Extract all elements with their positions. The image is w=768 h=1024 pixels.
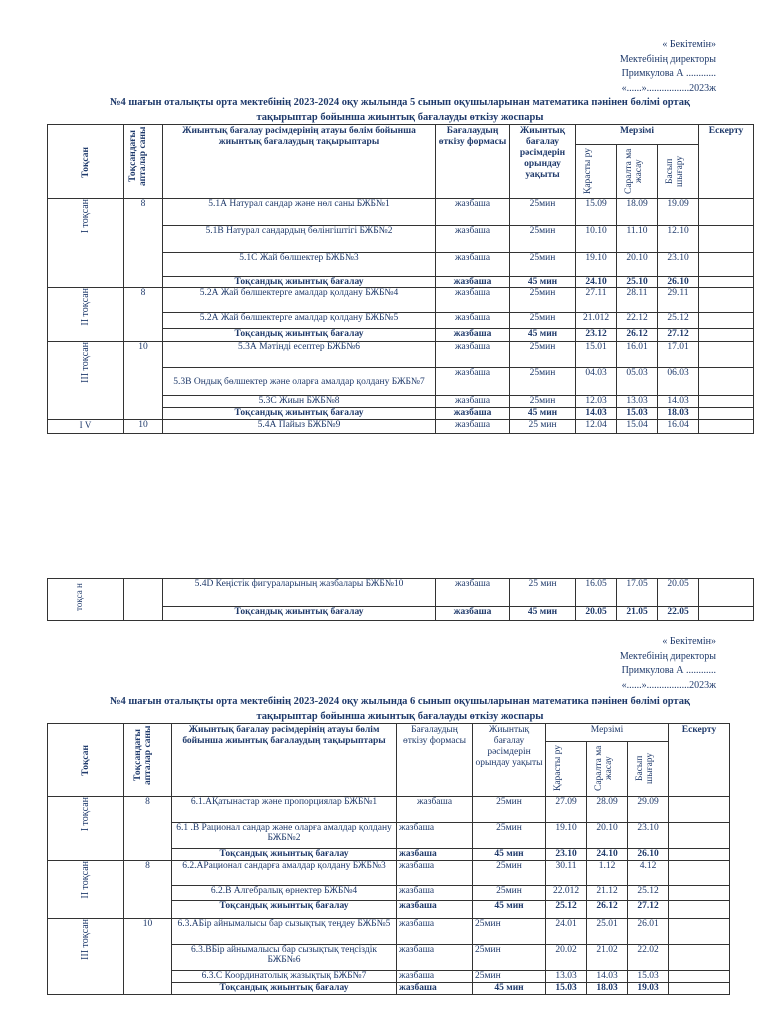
- note-cell: [669, 971, 730, 983]
- time-cell: 25мин: [473, 945, 546, 971]
- form-cell: жазбаша: [397, 983, 473, 995]
- topic-cell: Тоқсандық жиынтық бағалау: [163, 277, 436, 288]
- form-cell: жазбаша: [397, 901, 473, 919]
- note-cell: [699, 288, 754, 313]
- form-cell: жазбаша: [397, 849, 473, 861]
- topic-cell: 6.2.В Алгебралық өрнектер БЖБ№4: [172, 886, 397, 901]
- date-check-cell: 12.04: [576, 420, 617, 434]
- form-cell: жазбаша: [436, 313, 510, 329]
- date-prepare-cell: 24.10: [587, 849, 628, 861]
- note-cell: [699, 396, 754, 408]
- date-prepare-cell: 11.10: [617, 226, 658, 253]
- date-prepare-cell: 20.10: [587, 823, 628, 849]
- time-cell: 45 мин: [510, 607, 576, 621]
- table-row: [48, 342, 754, 368]
- note-cell: [699, 607, 754, 621]
- form-cell: жазбаша: [436, 329, 510, 342]
- form-cell: жазбаша: [436, 277, 510, 288]
- time-cell: 25мин: [473, 919, 546, 945]
- note-cell: [669, 861, 730, 886]
- time-cell: 25мин: [510, 226, 576, 253]
- date-prepare-cell: 1.12: [587, 861, 628, 886]
- topic-cell: 5.2А Жай бөлшектерге амалдар қолдану БЖБ№5: [163, 313, 436, 329]
- date-prepare-cell: 22.12: [617, 313, 658, 329]
- date-check-cell: 12.03: [576, 396, 617, 408]
- form-cell: жазбаша: [397, 823, 473, 849]
- time-cell: 25мин: [510, 288, 576, 313]
- date-print-cell: 19.03: [628, 983, 669, 995]
- quarter-label: І тоқсан: [80, 199, 91, 234]
- quarter-label: ІІІ тоқсан: [80, 342, 91, 383]
- header-prepare: Саралта ма жасау: [624, 148, 644, 194]
- form-cell: жазбаша: [436, 408, 510, 420]
- topic-cell: 5.2А Жай бөлшектерге амалдар қолдану БЖБ№4: [163, 288, 436, 313]
- date-prepare-cell: 21.05: [617, 607, 658, 621]
- time-cell: 25мин: [473, 823, 546, 849]
- topic-cell: 6.3.С Координатолық жазықтық БЖБ№7: [172, 971, 397, 983]
- approval-line-1: « Бекітемін»: [662, 636, 716, 647]
- date-check-cell: 15.03: [546, 983, 587, 995]
- header-time: Жиынтық бағалау рәсімдерін орындау уақыты: [473, 724, 546, 797]
- date-check-cell: 15.01: [576, 342, 617, 368]
- topic-cell: 5.4D Кеңістік фигураларының жазбалары БЖБ№10: [163, 579, 436, 607]
- weeks-cell: 8: [124, 288, 163, 342]
- plan6-table: [47, 723, 730, 995]
- note-cell: [699, 408, 754, 420]
- date-print-cell: 14.03: [658, 396, 699, 408]
- topic-cell: 5.1А Натурал сандар және нөл саны БЖБ№1: [163, 199, 436, 226]
- form-cell: жазбаша: [397, 797, 473, 823]
- topic-cell: Тоқсандық жиынтық бағалау: [163, 607, 436, 621]
- quarter-label: ІІ тоқсан: [80, 288, 91, 326]
- time-cell: 25 мин: [510, 579, 576, 607]
- date-prepare-cell: 25.01: [587, 919, 628, 945]
- topic-cell: 6.1.АҚатынастар және пропорциялар БЖБ№1: [172, 797, 397, 823]
- time-cell: 25мин: [510, 368, 576, 396]
- date-print-cell: 25.12: [658, 313, 699, 329]
- form-cell: жазбаша: [397, 919, 473, 945]
- time-cell: 25мин: [510, 342, 576, 368]
- topic-cell: 5.3С Жиын БЖБ№8: [163, 396, 436, 408]
- note-cell: [669, 849, 730, 861]
- date-print-cell: 26.10: [628, 849, 669, 861]
- date-check-cell: 15.09: [576, 199, 617, 226]
- date-check-cell: 30.11: [546, 861, 587, 886]
- weeks-cell: [124, 579, 163, 621]
- quarter-label: І V: [79, 420, 92, 430]
- date-prepare-cell: 25.10: [617, 277, 658, 288]
- table-row: [48, 579, 754, 607]
- quarter-label: І тоқсан: [80, 797, 91, 832]
- date-check-cell: 10.10: [576, 226, 617, 253]
- form-cell: жазбаша: [436, 199, 510, 226]
- header-print: Басып шығару: [635, 752, 655, 784]
- quarter-label: ІІ тоқсан: [80, 861, 91, 899]
- note-cell: [669, 901, 730, 919]
- date-check-cell: 21.012: [576, 313, 617, 329]
- form-cell: жазбаша: [436, 420, 510, 434]
- date-print-cell: 29.11: [658, 288, 699, 313]
- time-cell: 25мин: [510, 199, 576, 226]
- date-prepare-cell: 28.09: [587, 797, 628, 823]
- plan5-continued-table: [47, 578, 754, 621]
- topic-cell: 5.3В Ондық бөлшектер және оларға амалдар қолдану БЖБ№7: [163, 368, 436, 396]
- approval-block: [620, 635, 716, 693]
- note-cell: [669, 886, 730, 901]
- time-cell: 45 мин: [510, 408, 576, 420]
- form-cell: жазбаша: [436, 226, 510, 253]
- weeks-cell: 10: [124, 919, 172, 995]
- date-check-cell: 19.10: [576, 253, 617, 277]
- form-cell: жазбаша: [436, 368, 510, 396]
- topic-cell: Тоқсандық жиынтық бағалау: [172, 983, 397, 995]
- date-print-cell: 12.10: [658, 226, 699, 253]
- header-check: Қарасты ру: [553, 744, 563, 792]
- approval-line-4: «......».................2023ж: [621, 679, 716, 691]
- header-check: Қарасты ру: [583, 147, 593, 195]
- topic-cell: 5.3А Мәтінді есептер БЖБ№6: [163, 342, 436, 368]
- quarter-label: ІІІ тоқсан: [80, 919, 91, 960]
- form-cell: жазбаша: [436, 579, 510, 607]
- topic-cell: Тоқсандық жиынтық бағалау: [172, 901, 397, 919]
- date-print-cell: 06.03: [658, 368, 699, 396]
- note-cell: [669, 945, 730, 971]
- date-print-cell: 25.12: [628, 886, 669, 901]
- date-prepare-cell: 21.02: [587, 945, 628, 971]
- date-prepare-cell: 13.03: [617, 396, 658, 408]
- note-cell: [699, 277, 754, 288]
- date-check-cell: 27.09: [546, 797, 587, 823]
- date-check-cell: 23.12: [576, 329, 617, 342]
- date-print-cell: 4.12: [628, 861, 669, 886]
- date-check-cell: 24.10: [576, 277, 617, 288]
- topic-cell: 6.1 .В Рационал сандар және оларға амалдар қолдану БЖБ№2: [172, 823, 397, 849]
- date-check-cell: 25.12: [546, 901, 587, 919]
- date-print-cell: 15.03: [628, 971, 669, 983]
- form-cell: жазбаша: [436, 288, 510, 313]
- date-prepare-cell: 20.10: [617, 253, 658, 277]
- date-print-cell: 26.01: [628, 919, 669, 945]
- note-cell: [699, 253, 754, 277]
- note-cell: [699, 329, 754, 342]
- date-prepare-cell: 18.09: [617, 199, 658, 226]
- form-cell: жазбаша: [436, 253, 510, 277]
- time-cell: 25 мин: [510, 420, 576, 434]
- time-cell: 25мин: [510, 396, 576, 408]
- date-print-cell: 26.10: [658, 277, 699, 288]
- plan5-title-line-1: №4 шағын оталықты орта мектебінің 2023-2024 оқу жылында 5 сынып оқушыларынан математика пәнінен бөлімі ортақ: [109, 97, 690, 108]
- time-cell: 25мин: [473, 886, 546, 901]
- header-weeks: Тоқсандағы апталар саны: [128, 126, 148, 186]
- topic-cell: 5.1В Натурал сандардың бөлінгіштігі БЖБ№2: [163, 226, 436, 253]
- topic-cell: Тоқсандық жиынтық бағалау: [163, 408, 436, 420]
- date-check-cell: 20.05: [576, 607, 617, 621]
- approval-block: [620, 38, 716, 96]
- table-row: [48, 420, 754, 434]
- date-check-cell: 20.02: [546, 945, 587, 971]
- time-cell: 25мин: [510, 253, 576, 277]
- date-prepare-cell: 15.03: [617, 408, 658, 420]
- header-time: Жиынтық бағалау рәсімдерін орындау уақыты: [510, 125, 576, 199]
- time-cell: 25мин: [510, 313, 576, 329]
- weeks-cell: 8: [124, 199, 163, 288]
- quarter-label: тоқса н: [73, 583, 84, 611]
- date-print-cell: 22.05: [658, 607, 699, 621]
- time-cell: 45 мин: [473, 983, 546, 995]
- approval-line-3: Примкулова А ............: [621, 665, 716, 676]
- header-quarter: Тоқсан: [80, 745, 91, 776]
- table-row: [48, 288, 754, 313]
- table-row: [48, 861, 730, 886]
- form-cell: жазбаша: [436, 607, 510, 621]
- weeks-cell: 10: [124, 342, 163, 420]
- plan5-table: [47, 124, 754, 434]
- date-prepare-cell: 28.11: [617, 288, 658, 313]
- date-print-cell: 18.03: [658, 408, 699, 420]
- note-cell: [699, 420, 754, 434]
- header-term: Мерзімі: [576, 125, 699, 145]
- approval-line-4: «......».................2023ж: [621, 82, 716, 94]
- note-cell: [669, 823, 730, 849]
- time-cell: 45 мин: [510, 277, 576, 288]
- header-form: Бағалаудың өткізу формасы: [397, 724, 473, 797]
- header-form: Бағалаудың өткізу формасы: [436, 125, 510, 199]
- date-print-cell: 16.04: [658, 420, 699, 434]
- date-print-cell: 17.01: [658, 342, 699, 368]
- form-cell: жазбаша: [397, 886, 473, 901]
- topic-cell: 6.3.ВБір айнымалысы бар сызықтық теңсіздік БЖБ№6: [172, 945, 397, 971]
- header-quarter: Тоқсан: [80, 146, 91, 178]
- note-cell: [669, 919, 730, 945]
- header-prepare: Саралта ма жасау: [594, 745, 614, 791]
- weeks-cell: 8: [124, 861, 172, 919]
- weeks-cell: 8: [124, 797, 172, 861]
- date-check-cell: 24.01: [546, 919, 587, 945]
- weeks-cell: 10: [124, 420, 163, 434]
- date-print-cell: 20.05: [658, 579, 699, 607]
- note-cell: [669, 797, 730, 823]
- date-prepare-cell: 26.12: [587, 901, 628, 919]
- date-prepare-cell: 14.03: [587, 971, 628, 983]
- table-row: [48, 797, 730, 823]
- date-prepare-cell: 21.12: [587, 886, 628, 901]
- header-term: Мерзімі: [546, 724, 669, 742]
- date-print-cell: 27.12: [658, 329, 699, 342]
- date-prepare-cell: 05.03: [617, 368, 658, 396]
- time-cell: 45 мин: [473, 849, 546, 861]
- topic-cell: 5.1С Жай бөлшектер БЖБ№3: [163, 253, 436, 277]
- time-cell: 25мин: [473, 971, 546, 983]
- date-check-cell: 04.03: [576, 368, 617, 396]
- table-row: [48, 199, 754, 226]
- header-topic: Жиынтық бағалау рәсімдерінің атауы бөлім бойынша жиынтық бағалаудың тақырыптары: [172, 724, 397, 797]
- approval-line-1: « Бекітемін»: [662, 39, 716, 50]
- date-print-cell: 23.10: [658, 253, 699, 277]
- time-cell: 45 мин: [510, 329, 576, 342]
- note-cell: [699, 199, 754, 226]
- date-print-cell: 22.02: [628, 945, 669, 971]
- time-cell: 25мин: [473, 861, 546, 886]
- date-check-cell: 14.03: [576, 408, 617, 420]
- date-print-cell: 29.09: [628, 797, 669, 823]
- topic-cell: 6.2.АРационал сандарға амалдар қолдану БЖБ№3: [172, 861, 397, 886]
- date-check-cell: 16.05: [576, 579, 617, 607]
- plan6-title-line-1: №4 шағын оталықты орта мектебінің 2023-2024 оқу жылында 6 сынып оқушыларынан математика пәнінен бөлімі ортақ: [109, 696, 690, 707]
- date-check-cell: 19.10: [546, 823, 587, 849]
- note-cell: [699, 579, 754, 607]
- form-cell: жазбаша: [436, 396, 510, 408]
- topic-cell: Тоқсандық жиынтық бағалау: [172, 849, 397, 861]
- date-prepare-cell: 17.05: [617, 579, 658, 607]
- date-print-cell: 27.12: [628, 901, 669, 919]
- topic-cell: Тоқсандық жиынтық бағалау: [163, 329, 436, 342]
- note-cell: [699, 368, 754, 396]
- date-check-cell: 23.10: [546, 849, 587, 861]
- date-prepare-cell: 18.03: [587, 983, 628, 995]
- approval-line-2: Мектебінің директоры: [619, 53, 716, 65]
- time-cell: 45 мин: [473, 901, 546, 919]
- form-cell: жазбаша: [397, 971, 473, 983]
- topic-cell: 5.4А Пайыз БЖБ№9: [163, 420, 436, 434]
- plan6-title: [60, 694, 740, 724]
- form-cell: жазбаша: [436, 342, 510, 368]
- form-cell: жазбаша: [397, 861, 473, 886]
- date-prepare-cell: 26.12: [617, 329, 658, 342]
- date-check-cell: 22.012: [546, 886, 587, 901]
- date-prepare-cell: 16.01: [617, 342, 658, 368]
- time-cell: 25мин: [473, 797, 546, 823]
- header-print: Басып шығару: [665, 155, 686, 187]
- date-print-cell: 19.09: [658, 199, 699, 226]
- note-cell: [699, 313, 754, 329]
- date-check-cell: 13.03: [546, 971, 587, 983]
- note-cell: [699, 226, 754, 253]
- plan6-title-line-2: тақырыптар бойынша жиынтық бағалауды өткізу жоспары: [256, 711, 544, 722]
- header-note: Ескерту: [669, 724, 730, 797]
- plan5-title-line-2: тақырыптар бойынша жиынтық бағалауды өткізу жоспары: [256, 112, 544, 123]
- header-topic: Жиынтық бағалау рәсімдерінің атауы бөлім бойынша жиынтық бағалаудың тақырыптары: [163, 125, 436, 199]
- approval-line-3: Примкулова А ............: [621, 68, 716, 79]
- header-note: Ескерту: [699, 125, 754, 199]
- table-row: [48, 919, 730, 945]
- topic-cell: 6.3.АБір айнымалысы бар сызықтық теңдеу БЖБ№5: [172, 919, 397, 945]
- approval-line-2: Мектебінің директоры: [619, 650, 716, 662]
- plan5-title: [60, 95, 740, 125]
- header-weeks: Тоқсандағы апталар саны: [132, 725, 153, 785]
- form-cell: жазбаша: [397, 945, 473, 971]
- note-cell: [669, 983, 730, 995]
- note-cell: [699, 342, 754, 368]
- date-print-cell: 23.10: [628, 823, 669, 849]
- date-check-cell: 27.11: [576, 288, 617, 313]
- date-prepare-cell: 15.04: [617, 420, 658, 434]
